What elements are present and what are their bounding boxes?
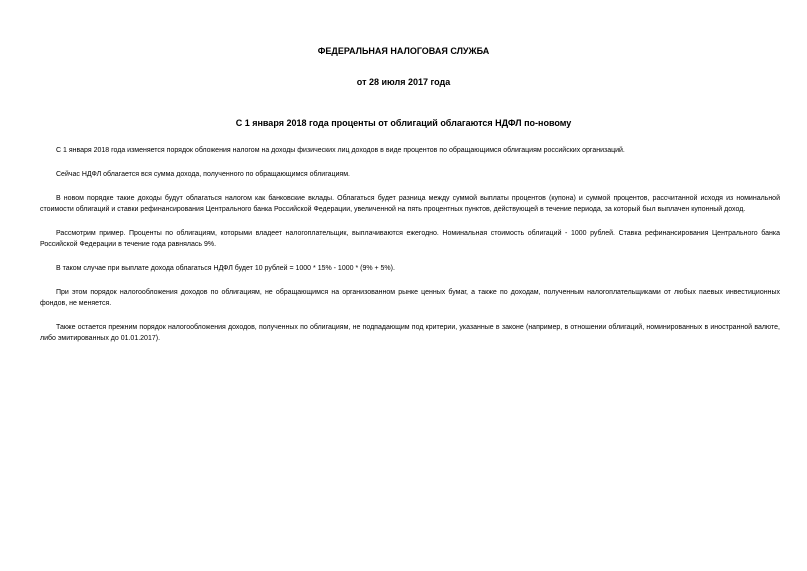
paragraph-7: Также остается прежним порядок налогообложения доходов, полученных по облигациям, не подпадающим под критерии, указанные в законе (например, в отношении облигаций, номинированных в иностранной валюте, либо эмитированных до 01.01.2017).: [40, 324, 780, 342]
paragraph-3: В новом порядке такие доходы будут облагаться налогом как банковские вклады. Облагаться будет разница между суммой выплаты процентов (купона) и суммой процентов, рассчитанной исходя из номинальной стоимости облигаций и ставки рефинансирования Центрального банка Российской Федерации, увеличенной на пять процентных пунктов, действующей в течение периода, за который был выплачен купонный доход.: [40, 195, 780, 213]
paragraph-2: Сейчас НДФЛ облагается вся сумма дохода, полученного по обращающимся облигациям.: [56, 171, 350, 178]
paragraph-1: С 1 января 2018 года изменяется порядок обложения налогом на доходы физических лиц доходов в виде процентов по обращающимся облигациям российских организаций.: [56, 147, 625, 154]
paragraph-4: Рассмотрим пример. Проценты по облигациям, которыми владеет налогоплательщик, выплачиваются ежегодно. Номинальная стоимость облигаций - 1000 рублей. Ставка рефинансирования Центрального банка Российской Федерации в течение года равнялась 9%.: [40, 230, 780, 248]
document-date: от 28 июля 2017 года: [356, 77, 451, 87]
agency-name: ФЕДЕРАЛЬНАЯ НАЛОГОВАЯ СЛУЖБА: [317, 46, 490, 56]
paragraph-6: При этом порядок налогообложения доходов по облигациям, не обращающимся на организованном рынке ценных бумаг, а также по доходам, полученным налогоплательщиками от любых паевых инвестиционных фондов, не меняется.: [40, 289, 780, 307]
paragraph-5: В таком случае при выплате дохода облагаться НДФЛ будет 10 рублей = 1000 * 15% - 1000 * (9% + 5%).: [56, 265, 395, 272]
document-title: С 1 января 2018 года проценты от облигаций облагаются НДФЛ по-новому: [235, 118, 572, 128]
document-body: [40, 145, 780, 357]
